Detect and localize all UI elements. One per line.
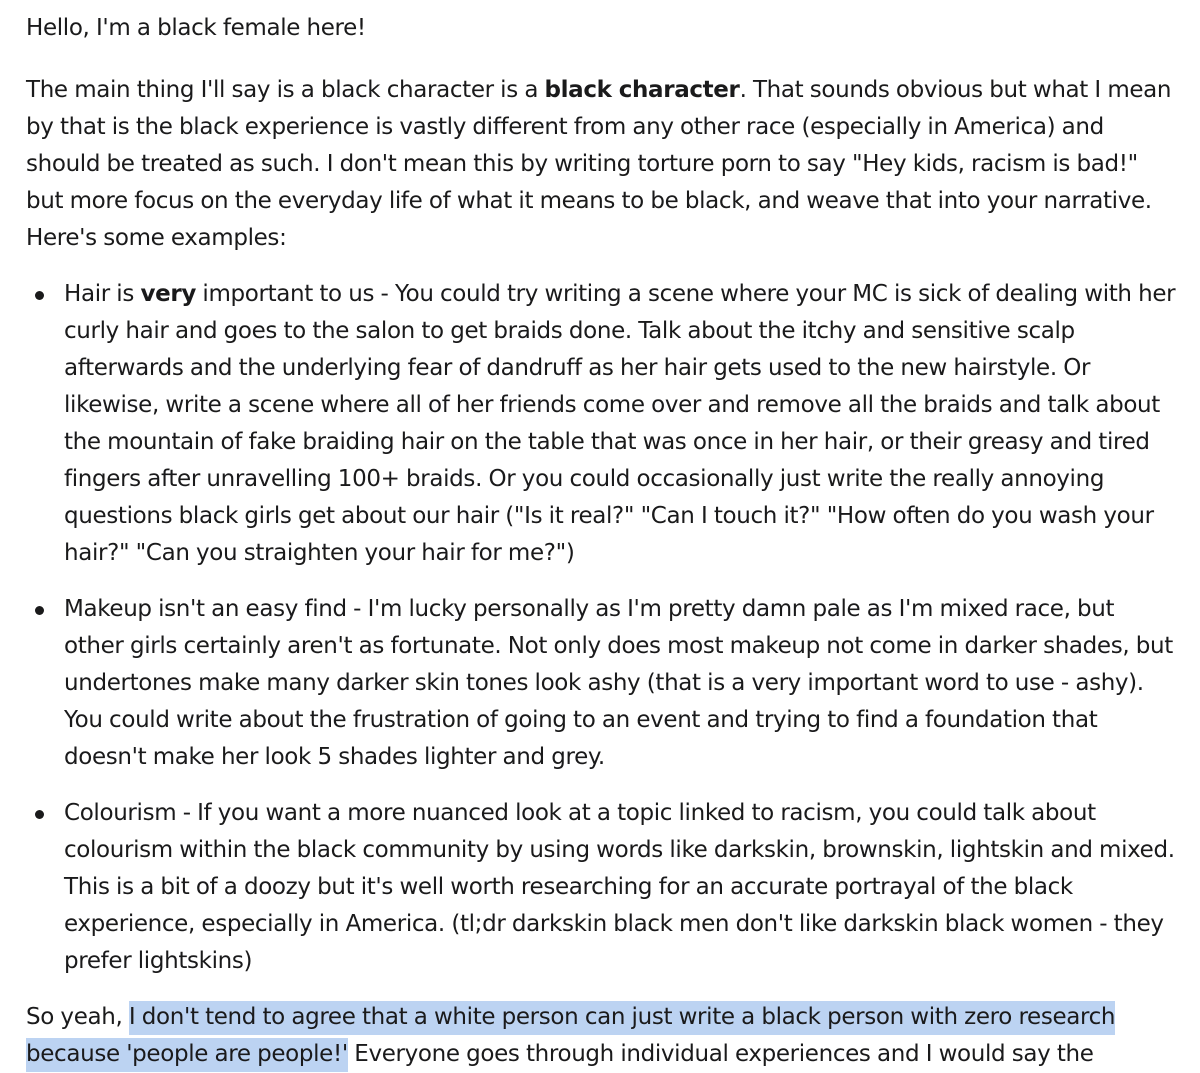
list-item-text-end: important to us - You could try writing a scene where your MC is sick of dealing with her curly hair and goes to the salon to get braids done. Talk about the itchy and sensitive scalp afterwards and the underlying fear of dandruff as her hair gets used to the new hairstyle. Or likewise, write a scene where all of her friends come over and remove all the braids and talk about the mountain of fake braiding hair on the table that was once in her hair, or their greasy and tired fingers after unravelling 100+ braids. Or you could occasionally just write the really annoying questions black girls get about our hair ("Is it real?" "Can I touch it?" "How often do you wash your hair?" "Can you straighten your hair for me?") bbox=[64, 281, 1176, 566]
main-text-end: . That sounds obvious but what I mean by that is the black experience is vastly different from any other race (especially in America) and should be treated as such. I don't mean this by writing torture porn to say "Hey kids, racism is bad!" but more focus on the everyday life of what it means to be black, and weave that into your narrative. Here's some examples: bbox=[26, 77, 1172, 251]
post-body bbox=[26, 10, 1176, 1073]
bullet-icon bbox=[35, 810, 44, 819]
closing-text-end: Everyone goes through individual experiences and I would say the bbox=[347, 1041, 1094, 1067]
bullet-icon bbox=[35, 291, 44, 300]
intro-paragraph: Hello, I'm a black female here! bbox=[26, 15, 366, 41]
closing-paragraph bbox=[26, 999, 1176, 1073]
list-item-bold-text: very bbox=[140, 281, 196, 307]
main-paragraph bbox=[26, 72, 1176, 257]
list-item-makeup bbox=[26, 591, 1176, 776]
selected-text-highlight[interactable]: I don't tend to agree that a white person can just write a black person with zero research because 'people are people!' bbox=[26, 1001, 1115, 1072]
list-item-colourism bbox=[26, 795, 1176, 980]
list-item-text: Colourism - If you want a more nuanced look at a topic linked to racism, you could talk about colourism within the black community by using words like darkskin, brownskin, lightskin and mixed. This is a bit of a doozy but it's well worth researching for an accurate portrayal of the black experience, especially in America. (tl;dr darkskin black men don't like darkskin black women - they prefer lightskins) bbox=[64, 800, 1175, 974]
list-item-hair bbox=[26, 276, 1176, 572]
main-text-start: The main thing I'll say is a black character is a bbox=[26, 77, 545, 103]
list-item-text: Makeup isn't an easy find - I'm lucky personally as I'm pretty damn pale as I'm mixed race, but other girls certainly aren't as fortunate. Not only does most makeup not come in darker shades, but undertones make many darker skin tones look ashy (that is a very important word to use - ashy). You could write about the frustration of going to an event and trying to find a foundation that doesn't make her look 5 shades lighter and grey. bbox=[64, 596, 1173, 770]
examples-list bbox=[26, 276, 1176, 980]
bullet-icon bbox=[35, 606, 44, 615]
closing-text-start: So yeah, bbox=[26, 1004, 129, 1030]
main-bold-text: black character bbox=[544, 77, 740, 103]
list-item-text-start: Hair is bbox=[64, 281, 141, 307]
